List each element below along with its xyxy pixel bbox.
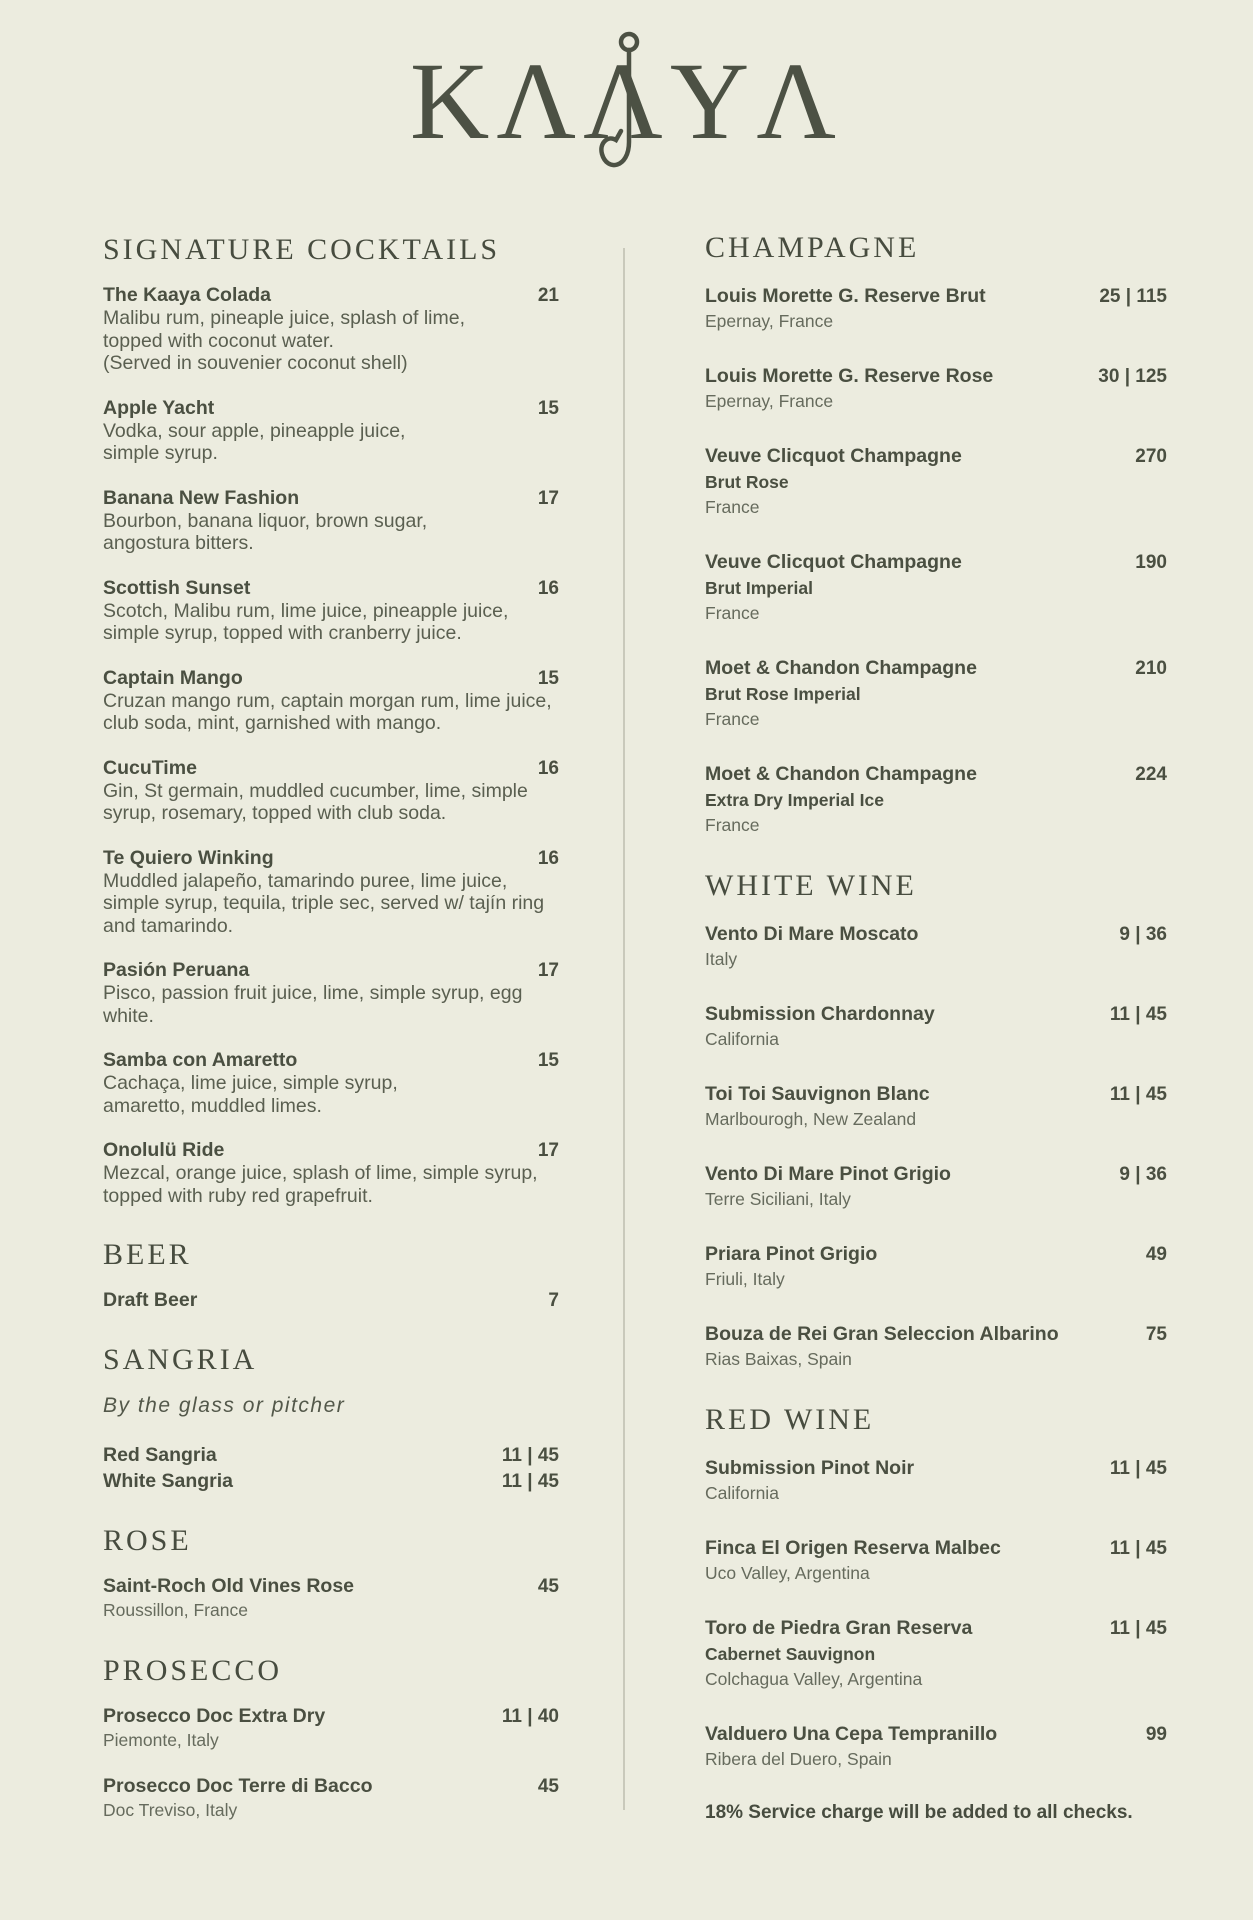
- menu-item: [103, 757, 559, 825]
- item-price: 11 | 45: [1109, 1538, 1167, 1559]
- menu-item: [705, 656, 1167, 732]
- item-price: 11 | 40: [501, 1706, 559, 1727]
- left-column: [103, 232, 559, 1853]
- item-description-line: Cachaça, lime juice, simple syrup,: [103, 1072, 398, 1094]
- item-row: [103, 959, 559, 982]
- item-description-line: simple syrup, tequila, triple sec, served w/ tajín ring: [103, 892, 545, 914]
- item-row: [705, 656, 1167, 681]
- item-row: [705, 550, 1167, 575]
- item-origin: Colchagua Valley, Argentina: [705, 1669, 923, 1689]
- item-origin: France: [705, 709, 760, 729]
- menu-item: [705, 1162, 1167, 1212]
- item-name: Prosecco Doc Terre di Bacco: [103, 1775, 373, 1797]
- item-row: [103, 577, 559, 600]
- item-price: 16: [537, 757, 559, 779]
- section-title: ROSE: [103, 1524, 192, 1557]
- section-title: WHITE WINE: [705, 869, 917, 902]
- item-price: 15: [537, 397, 559, 419]
- item-origin: Doc Treviso, Italy: [103, 1800, 238, 1820]
- item-price: 9 | 36: [1119, 924, 1167, 945]
- section-title: SIGNATURE COCKTAILS: [103, 233, 501, 266]
- item-row: [705, 1616, 1167, 1641]
- item-row: [705, 1242, 1167, 1267]
- item-name: Pasión Peruana: [103, 959, 250, 981]
- item-name: Moet & Chandon Champagne: [705, 657, 977, 679]
- menu-section: [705, 868, 1167, 1372]
- item-price: 16: [537, 847, 559, 869]
- item-row: [705, 1082, 1167, 1107]
- item-row: [705, 284, 1167, 309]
- item-name: Submission Pinot Noir: [705, 1457, 915, 1479]
- right-column: [705, 230, 1167, 1824]
- menu-item: [705, 922, 1167, 972]
- item-origin: Roussillon, France: [103, 1600, 248, 1620]
- menu-item: [103, 284, 559, 375]
- item-name: Priara Pinot Grigio: [705, 1243, 878, 1265]
- item-name: Captain Mango: [103, 666, 243, 689]
- item-description-line: Malibu rum, pineaple juice, splash of lime,: [103, 307, 466, 329]
- section-title: SANGRIA: [103, 1343, 258, 1376]
- item-description-line: white.: [103, 1004, 154, 1027]
- item-name: Louis Morette G. Reserve Rose: [705, 365, 994, 387]
- item-price: 270: [1135, 446, 1167, 467]
- menu-item: [103, 1139, 559, 1207]
- item-name: CucuTime: [103, 756, 197, 779]
- menu-item: [705, 550, 1167, 626]
- item-price: 16: [537, 577, 559, 599]
- item-name: Louis Morette G. Reserve Brut: [705, 285, 986, 307]
- item-subtitle: Extra Dry Imperial Ice: [705, 790, 884, 810]
- item-price: 21: [537, 285, 559, 306]
- section-title: CHAMPAGNE: [705, 231, 920, 264]
- item-origin: Terre Siciliani, Italy: [705, 1189, 851, 1209]
- item-row: [705, 1456, 1167, 1481]
- item-name: Veuve Clicquot Champagne: [705, 551, 962, 573]
- item-origin: France: [705, 815, 760, 835]
- item-row: [103, 1470, 559, 1493]
- menu-item: [705, 1456, 1167, 1506]
- item-row: [705, 762, 1167, 787]
- item-origin: Epernay, France: [705, 311, 834, 331]
- item-price: 17: [537, 960, 559, 981]
- section-note: By the glass or pitcher: [103, 1394, 346, 1417]
- menu-item: [103, 1470, 559, 1493]
- item-name: Finca El Origen Reserva Malbec: [705, 1537, 1001, 1559]
- menu-item: [103, 1049, 559, 1117]
- brand-logo: [0, 40, 1253, 162]
- item-description-line: Scotch, Malibu rum, lime juice, pineapple juice,: [103, 599, 509, 622]
- item-name: Red Sangria: [103, 1444, 217, 1466]
- menu-item: [103, 577, 559, 645]
- item-name: Vento Di Mare Moscato: [705, 923, 919, 945]
- item-description-line: Gin, St germain, muddled cucumber, lime, simple: [103, 779, 528, 802]
- item-subtitle: Brut Rose: [705, 472, 789, 492]
- item-origin: Ribera del Duero, Spain: [705, 1749, 892, 1769]
- item-name: Submission Chardonnay: [705, 1003, 935, 1025]
- item-name: Onolulü Ride: [103, 1139, 225, 1161]
- item-origin: California: [705, 1483, 779, 1503]
- item-price: 25 | 115: [1099, 286, 1167, 307]
- item-price: 15: [537, 667, 559, 689]
- item-price: 7: [548, 1290, 559, 1311]
- menu-item: [705, 762, 1167, 838]
- menu-item: [103, 847, 559, 938]
- menu-section: [103, 232, 559, 1207]
- menu-item: [103, 1705, 559, 1753]
- item-description-line: Mezcal, orange juice, splash of lime, simple syrup,: [103, 1162, 538, 1184]
- item-description-line: Vodka, sour apple, pineapple juice,: [103, 419, 406, 442]
- item-price: 11 | 45: [1109, 1618, 1167, 1639]
- item-origin: Epernay, France: [705, 391, 834, 411]
- item-description-line: Cruzan mango rum, captain morgan rum, lime juice,: [103, 689, 552, 712]
- fish-hook-icon: [594, 30, 664, 190]
- item-description-line: topped with coconut water.: [103, 329, 334, 352]
- item-price: 224: [1135, 764, 1167, 785]
- item-origin: Uco Valley, Argentina: [705, 1563, 870, 1583]
- item-description-line: club soda, mint, garnished with mango.: [103, 712, 442, 734]
- item-name: Moet & Chandon Champagne: [705, 763, 977, 785]
- item-row: [103, 847, 559, 870]
- item-row: [103, 1289, 559, 1312]
- item-row: [103, 1444, 559, 1467]
- item-row: [103, 284, 559, 307]
- menu-section: [705, 230, 1167, 838]
- menu-section: [103, 1342, 559, 1493]
- item-row: [103, 397, 559, 420]
- menu-item: [705, 1082, 1167, 1132]
- menu-section: [103, 1653, 559, 1823]
- item-subtitle: Brut Imperial: [705, 578, 813, 598]
- item-origin: Friuli, Italy: [705, 1269, 785, 1289]
- item-name: Te Quiero Winking: [103, 846, 274, 869]
- item-row: [103, 1575, 559, 1598]
- menu-item: [705, 1242, 1167, 1292]
- item-price: 17: [537, 1140, 559, 1161]
- item-row: [705, 1322, 1167, 1347]
- item-price: 9 | 36: [1119, 1164, 1167, 1185]
- item-subtitle: Cabernet Sauvignon: [705, 1644, 876, 1664]
- item-description-line: simple syrup.: [103, 442, 218, 464]
- item-price: 15: [537, 1050, 559, 1071]
- item-name: Toro de Piedra Gran Reserva: [705, 1617, 973, 1639]
- item-row: [705, 444, 1167, 469]
- menu-section: [705, 1402, 1167, 1772]
- item-name: Prosecco Doc Extra Dry: [103, 1705, 326, 1727]
- item-price: 49: [1145, 1244, 1167, 1265]
- menu-item: [103, 1444, 559, 1467]
- item-name: Draft Beer: [103, 1289, 198, 1311]
- item-price: 11 | 45: [501, 1471, 559, 1492]
- menu-item: [103, 1775, 559, 1823]
- menu-item: [705, 284, 1167, 334]
- item-row: [705, 1722, 1167, 1747]
- section-title: RED WINE: [705, 1403, 875, 1436]
- item-row: [705, 1162, 1167, 1187]
- item-name: Vento Di Mare Pinot Grigio: [705, 1163, 951, 1185]
- item-name: Samba con Amaretto: [103, 1049, 298, 1071]
- column-divider: [623, 248, 625, 1810]
- item-description-line: and tamarindo.: [103, 914, 234, 937]
- menu-section: [103, 1237, 559, 1312]
- item-row: [103, 487, 559, 510]
- item-price: 11 | 45: [501, 1445, 559, 1466]
- item-subtitle: Brut Rose Imperial: [705, 684, 861, 704]
- item-description-line: (Served in souvenier coconut shell): [103, 352, 408, 374]
- item-name: Apple Yacht: [103, 396, 215, 419]
- menu-item: [705, 1002, 1167, 1052]
- item-description-line: Bourbon, banana liquor, brown sugar,: [103, 509, 428, 532]
- item-description-line: simple syrup, topped with cranberry juice.: [103, 622, 462, 644]
- item-origin: France: [705, 603, 760, 623]
- item-origin: Marlbourogh, New Zealand: [705, 1109, 917, 1129]
- menu-item: [103, 667, 559, 735]
- item-row: [103, 1705, 559, 1728]
- logo-letter-a-with-hook: Λ: [583, 44, 670, 160]
- logo-text-left: KΛ: [409, 40, 584, 162]
- menu-item: [705, 1722, 1167, 1772]
- item-name: Banana New Fashion: [103, 486, 300, 509]
- item-description-line: Pisco, passion fruit juice, lime, simple syrup, egg: [103, 982, 523, 1004]
- item-price: 11 | 45: [1109, 1084, 1167, 1105]
- item-origin: Italy: [705, 949, 738, 969]
- item-name: Saint-Roch Old Vines Rose: [103, 1575, 355, 1597]
- item-row: [103, 1049, 559, 1072]
- item-origin: Rias Baixas, Spain: [705, 1349, 852, 1369]
- menu-item: [705, 444, 1167, 520]
- item-price: 11 | 45: [1109, 1004, 1167, 1025]
- item-row: [705, 364, 1167, 389]
- item-price: 17: [537, 487, 559, 509]
- item-name: Valduero Una Cepa Tempranillo: [705, 1723, 998, 1745]
- menu-section: [103, 1523, 559, 1623]
- item-name: Bouza de Rei Gran Seleccion Albarino: [705, 1323, 1059, 1345]
- item-row: [705, 922, 1167, 947]
- menu-item: [103, 959, 559, 1027]
- item-row: [103, 667, 559, 690]
- menu-item: [103, 1575, 559, 1623]
- item-description-line: topped with ruby red grapefruit.: [103, 1184, 373, 1207]
- item-price: 210: [1135, 658, 1167, 679]
- menu-item: [103, 397, 559, 465]
- item-name: The Kaaya Colada: [103, 284, 271, 306]
- item-price: 99: [1145, 1724, 1167, 1745]
- menu-item: [103, 487, 559, 555]
- service-charge-note: 18% Service charge will be added to all checks.: [705, 1802, 1133, 1823]
- item-row: [103, 1775, 559, 1798]
- item-name: White Sangria: [103, 1470, 234, 1492]
- menu-item: [705, 1322, 1167, 1372]
- item-row: [103, 1139, 559, 1162]
- item-origin: Piemonte, Italy: [103, 1730, 219, 1750]
- section-title: PROSECCO: [103, 1654, 283, 1687]
- section-title: BEER: [103, 1238, 192, 1271]
- item-row: [103, 757, 559, 780]
- item-price: 11 | 45: [1109, 1458, 1167, 1479]
- item-row: [705, 1002, 1167, 1027]
- menu-item: [103, 1289, 559, 1312]
- item-name: Toi Toi Sauvignon Blanc: [705, 1083, 930, 1105]
- item-price: 75: [1145, 1324, 1167, 1345]
- item-price: 30 | 125: [1098, 366, 1167, 387]
- item-description-line: angostura bitters.: [103, 532, 254, 554]
- item-name: Veuve Clicquot Champagne: [705, 445, 962, 467]
- item-description-line: syrup, rosemary, topped with club soda.: [103, 802, 447, 824]
- item-price: 45: [537, 1776, 559, 1797]
- item-price: 45: [537, 1576, 559, 1597]
- item-name: Scottish Sunset: [103, 576, 251, 599]
- item-price: 190: [1135, 552, 1167, 573]
- menu-item: [705, 364, 1167, 414]
- item-origin: France: [705, 497, 760, 517]
- logo-text-right: YΛ: [669, 40, 844, 162]
- item-origin: California: [705, 1029, 779, 1049]
- item-description-line: Muddled jalapeño, tamarindo puree, lime juice,: [103, 869, 508, 892]
- item-description-line: amaretto, muddled limes.: [103, 1094, 322, 1117]
- menu-item: [705, 1536, 1167, 1586]
- item-row: [705, 1536, 1167, 1561]
- menu-item: [705, 1616, 1167, 1692]
